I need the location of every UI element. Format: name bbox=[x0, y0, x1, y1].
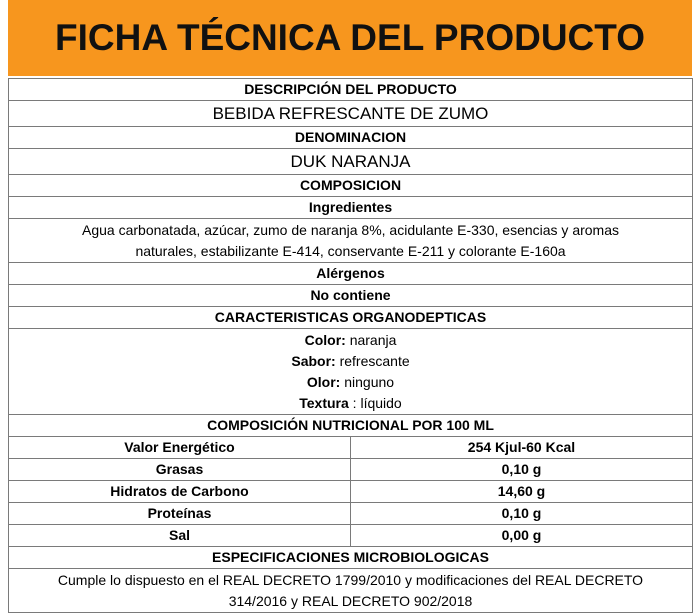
denominacion-value: DUK NARANJA bbox=[9, 149, 693, 175]
nutrient-name: Proteínas bbox=[9, 503, 351, 525]
nutrient-name: Valor Energético bbox=[9, 437, 351, 459]
organoleptica-textura: Textura : líquido bbox=[299, 394, 402, 411]
ingredientes-line-2: naturales, estabilizante E-414, conservante E-211 y colorante E-160a bbox=[135, 242, 566, 259]
nutrient-value: 0,10 g bbox=[351, 503, 693, 525]
descripcion-header: DESCRIPCIÓN DEL PRODUCTO bbox=[9, 79, 693, 101]
microbiologicas-line-2: 314/2016 y REAL DECRETO 902/2018 bbox=[228, 592, 473, 609]
table-row bbox=[9, 437, 693, 459]
table-row bbox=[9, 503, 693, 525]
nutrient-name: Sal bbox=[9, 525, 351, 547]
microbiologicas-line-1: Cumple lo dispuesto en el REAL DECRETO 1799/2010 y modificaciones del REAL DECRETO bbox=[57, 571, 644, 588]
composicion-header: COMPOSICION bbox=[9, 175, 693, 197]
nutricional-header: COMPOSICIÓN NUTRICIONAL POR 100 ML bbox=[9, 415, 693, 437]
organoleptica-color: Color: naranja bbox=[304, 331, 397, 348]
organoleptica-olor: Olor: ninguno bbox=[306, 373, 395, 390]
ingredientes-text bbox=[9, 219, 693, 263]
ingredientes-header: Ingredientes bbox=[9, 197, 693, 219]
nutrient-value: 0,00 g bbox=[351, 525, 693, 547]
table-row bbox=[9, 459, 693, 481]
descripcion-value: BEBIDA REFRESCANTE DE ZUMO bbox=[9, 101, 693, 127]
ingredientes-line-1: Agua carbonatada, azúcar, zumo de naranja 8%, acidulante E-330, esencias y aromas bbox=[82, 221, 619, 238]
microbiologicas-text bbox=[9, 569, 693, 613]
nutrient-value: 0,10 g bbox=[351, 459, 693, 481]
denominacion-header: DENOMINACION bbox=[9, 127, 693, 149]
title-banner bbox=[8, 0, 692, 76]
nutrient-name: Hidratos de Carbono bbox=[9, 481, 351, 503]
product-spec-table bbox=[8, 78, 693, 613]
organolepticas-header: CARACTERISTICAS ORGANODEPTICAS bbox=[9, 307, 693, 329]
organoleptica-sabor: Sabor: refrescante bbox=[291, 352, 410, 369]
table-row bbox=[9, 525, 693, 547]
nutrient-name: Grasas bbox=[9, 459, 351, 481]
table-row bbox=[9, 481, 693, 503]
alergenos-header: Alérgenos bbox=[9, 263, 693, 285]
microbiologicas-header: ESPECIFICACIONES MICROBIOLOGICAS bbox=[9, 547, 693, 569]
nutrient-value: 14,60 g bbox=[351, 481, 693, 503]
organolepticas-list bbox=[9, 329, 693, 415]
nutrient-value: 254 Kjul-60 Kcal bbox=[351, 437, 693, 459]
alergenos-value: No contiene bbox=[9, 285, 693, 307]
page-title: FICHA TÉCNICA DEL PRODUCTO bbox=[55, 17, 645, 58]
